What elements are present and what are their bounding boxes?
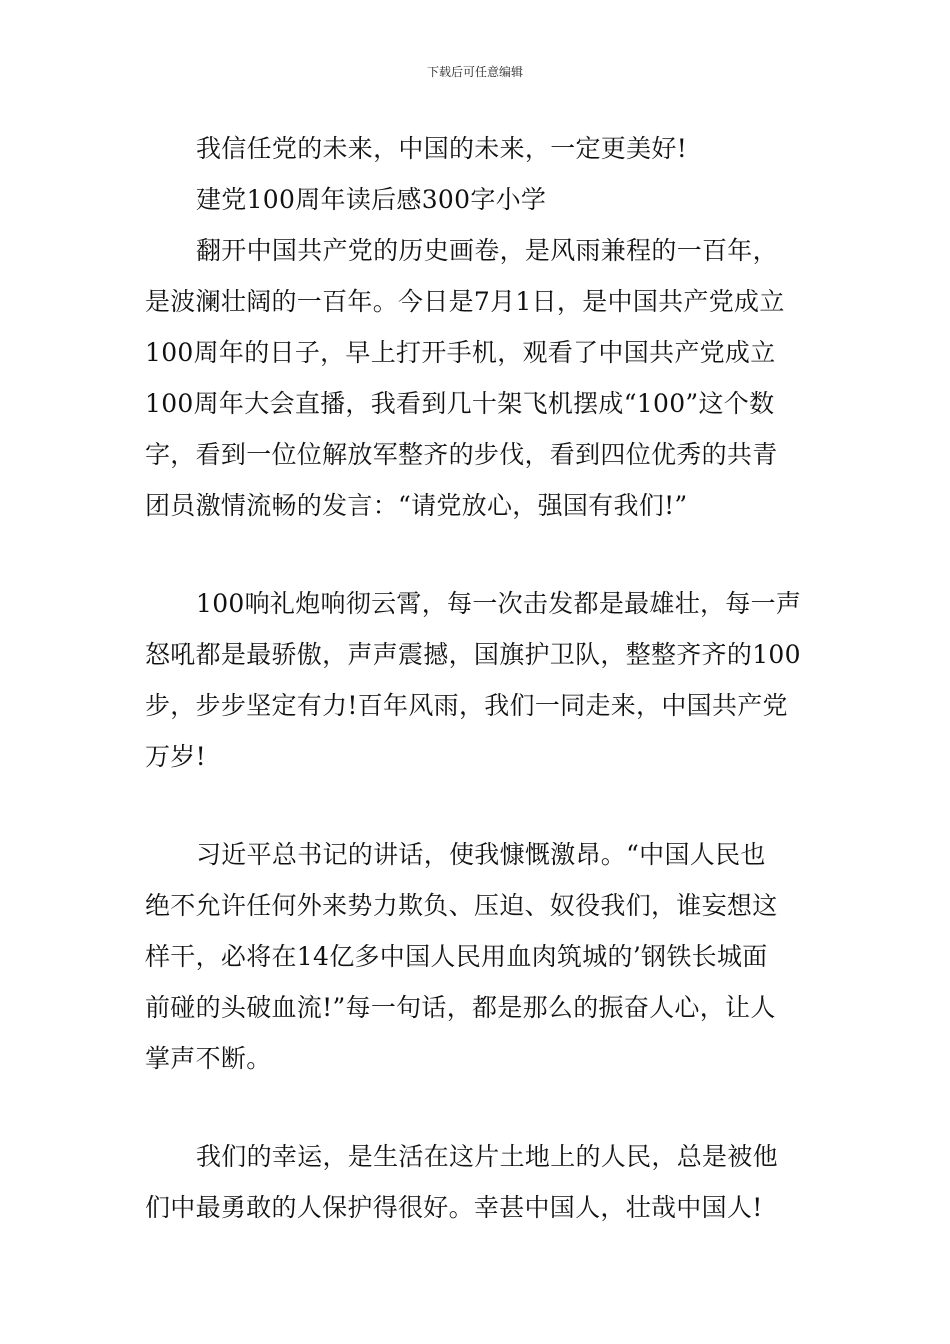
text-line: 团员激情流畅的发言：“请党放心，强国有我们!” xyxy=(145,491,688,520)
text-line: 100周年大会直播，我看到几十架飞机摆成“100”这个数 xyxy=(145,389,775,418)
text-line: 习近平总书记的讲话，使我慷慨激昂。“中国人民也 xyxy=(196,840,766,869)
text-line: 我信任党的未来，中国的未来，一定更美好! xyxy=(196,134,688,163)
text-line: 们中最勇敢的人保护得很好。幸甚中国人，壮哉中国人! xyxy=(145,1193,763,1222)
page-header: 下载后可任意编辑 xyxy=(426,65,523,79)
text-line: 前碰的头破血流!”每一句话，都是那么的振奋人心，让人 xyxy=(145,993,776,1022)
text-line: 100响礼炮响彻云霄，每一次击发都是最雄壮，每一声 xyxy=(196,589,802,618)
text-line: 字，看到一位位解放军整齐的步伐，看到四位优秀的共青 xyxy=(145,440,778,469)
text-line: 是波澜壮阔的一百年。今日是7月1日，是中国共产党成立 xyxy=(145,287,785,316)
text-line: 我们的幸运，是生活在这片土地上的人民，总是被他 xyxy=(196,1142,778,1171)
text-line: 样干，必将在14亿多中国人民用血肉筑城的’钢铁长城面 xyxy=(145,942,768,971)
text-line: 万岁! xyxy=(145,742,206,771)
text-line: 翻开中国共产党的历史画卷，是风雨兼程的一百年， xyxy=(196,236,778,265)
text-line: 100周年的日子，早上打开手机，观看了中国共产党成立 xyxy=(145,338,776,367)
text-line: 步，步步坚定有力!百年风雨，我们一同走来，中国共产党 xyxy=(145,691,788,720)
essay-title: 建党100周年读后感300字小学 xyxy=(196,185,547,214)
text-line: 绝不允许任何外来势力欺负、压迫、奴役我们，谁妄想这 xyxy=(145,891,778,920)
text-line: 掌声不断。 xyxy=(145,1044,272,1073)
text-line: 怒吼都是最骄傲，声声震撼，国旗护卫队，整整齐齐的100 xyxy=(145,640,801,669)
